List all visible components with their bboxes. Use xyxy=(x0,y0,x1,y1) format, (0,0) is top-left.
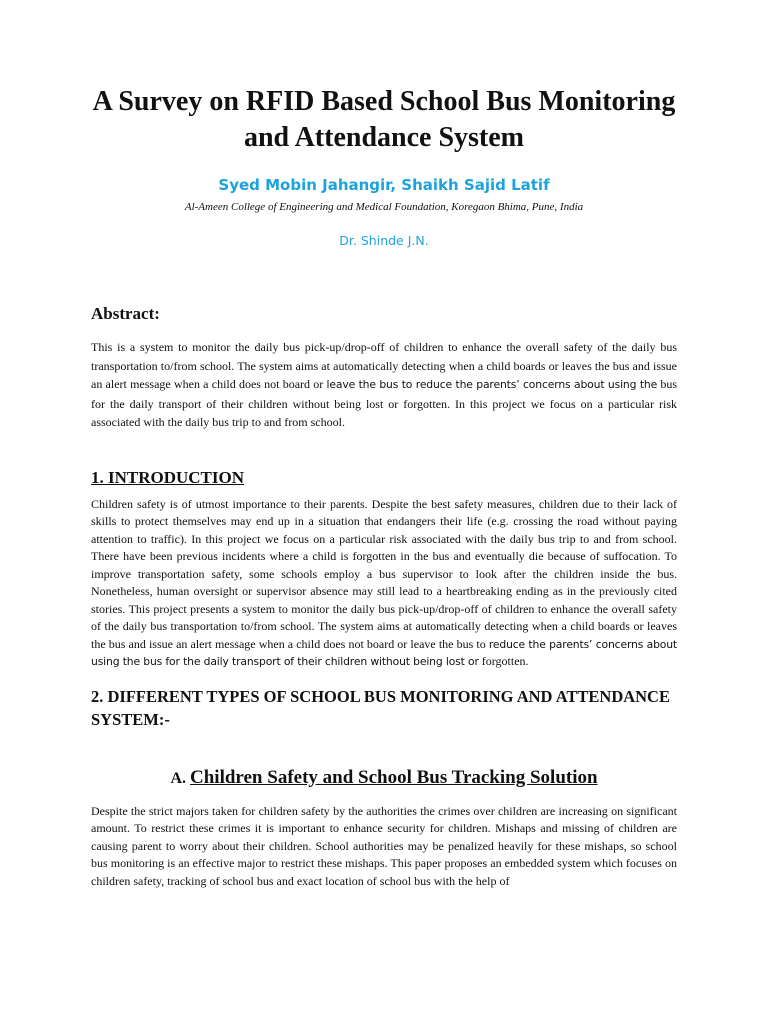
author-affiliation: Al-Ameen College of Engineering and Medical Foundation, Koregaon Bhima, Pune, India xyxy=(184,201,584,213)
subsection-a-heading xyxy=(91,767,677,789)
introduction-heading: 1. INTRODUCTION xyxy=(91,467,245,487)
abstract-text xyxy=(91,338,677,432)
section2-heading: 2. DIFFERENT TYPES OF SCHOOL BUS MONITORING AND ATTENDANCE SYSTEM:- xyxy=(91,686,670,729)
subsection-a-text: Despite the strict majors taken for children safety by the authorities the crimes over children are increasing on significant amount. To restrict these crimes it is important to enhance security for children. Mishaps and missing of children are causing parent to worry about their children. School authorities may be penalized heavily for these mishaps, so school bus monitoring is an effective major to restrict these mishaps. This paper proposes an embedded system which focuses on children safety, tracking of school bus and exact location of school bus with the help of xyxy=(91,803,677,888)
subsection-a-title: Children Safety and School Bus Tracking Solution xyxy=(190,766,598,788)
subsection-a-letter: A. xyxy=(170,769,186,787)
introduction-text-part1: Children safety is of utmost importance to their parents. Despite the best safety measures, children due to their lack of skills to protect themselves may end up in a situation that endangers their life (e.g. crossing the road without paying attention to traffic). In this project we focus on a particular risk associated with the daily bus trip to and from school. There have been previous incidents where a child is forgotten in the bus and eventually die because of suffocation. To improve transportation safety, some schools employ a bus supervisor to look after the children inside the bus. Nonetheless, human oversight or supervisor absence may still lead to a heartbreaking ending as in the previously cited stories. This project presents a system to monitor the daily bus pick-up/drop-off of children to enhance the overall safety of the daily bus transportation to/from school. The system aims at automatically detecting when a child boards or leaves the bus and issue an alert message when a child does not board or leave the bus to xyxy=(91,496,677,651)
introduction-text xyxy=(91,496,677,671)
abstract-heading: Abstract: xyxy=(91,304,160,323)
second-author: Dr. Shinde J.N. xyxy=(339,233,429,248)
abstract-text-sans: leave the bus to reduce the parents’ concerns about using the xyxy=(326,378,658,391)
introduction-text-sans: reduce the parents’ concerns about using the bus for the daily transport of their children without being lost or xyxy=(91,637,678,668)
abstract-text-part2: bus for the daily transport of their children without being lost or forgotten. In this project we focus on a particular risk associated with the daily bus trip to and from school. xyxy=(91,377,678,429)
abstract-text-part1: This is a system to monitor the daily bus pick-up/drop-off of children to enhance the overall safety of the daily bus transportation to/from school. The system aims at automatically detecting when a child boards or leaves the bus and issue an alert message when a child does not board or xyxy=(91,340,677,391)
introduction-text-part2: forgotten. xyxy=(478,654,529,668)
paper-title: A Survey on RFID Based School Bus Monitoring and Attendance System xyxy=(92,86,676,153)
author-names: Syed Mobin Jahangir, Shaikh Sajid Latif xyxy=(218,176,550,194)
